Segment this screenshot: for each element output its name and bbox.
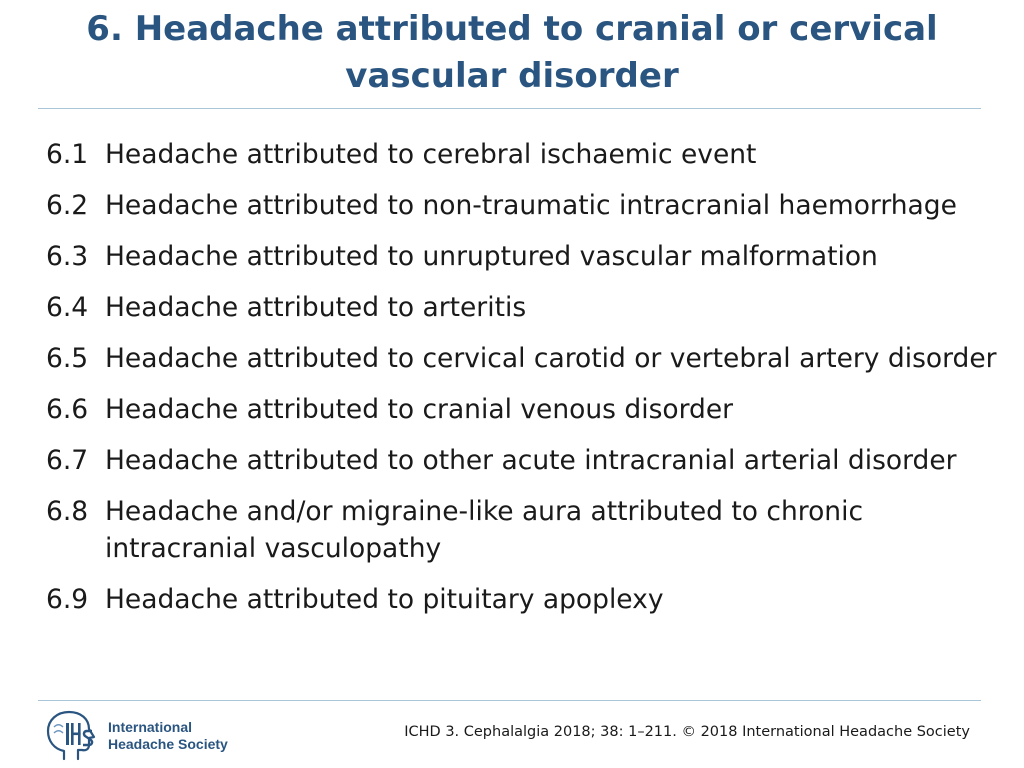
list-item — [46, 187, 1006, 224]
item-number: 6.1 — [46, 139, 89, 170]
ihs-logo — [42, 708, 232, 764]
item-number: 6.5 — [46, 343, 89, 374]
list-item — [46, 238, 1006, 275]
classification-list — [46, 136, 1006, 632]
list-item — [46, 493, 1006, 567]
logo-wordmark — [108, 719, 228, 753]
citation-text: ICHD 3. Cephalalgia 2018; 38: 1–211. © 2018 International Headache Society — [404, 724, 970, 740]
ihs-logo-icon — [42, 709, 104, 763]
item-text: Headache attributed to cerebral ischaemic event — [105, 139, 757, 170]
list-item — [46, 391, 1006, 428]
item-number: 6.4 — [46, 292, 89, 323]
item-text: Headache attributed to cervical carotid or vertebral artery disorder — [105, 343, 997, 374]
list-item — [46, 581, 1006, 618]
item-text: Headache attributed to pituitary apoplexy — [105, 584, 664, 615]
item-text: Headache attributed to cranial venous disorder — [105, 394, 734, 425]
item-number: 6.2 — [46, 190, 89, 221]
item-number: 6.9 — [46, 584, 89, 615]
logo-line-1: International — [108, 719, 193, 735]
title-divider — [38, 108, 981, 109]
item-text: Headache attributed to other acute intracranial arterial disorder — [105, 445, 957, 476]
item-text: Headache and/or migraine-like aura attributed to chronic intracranial vasculopathy — [105, 496, 864, 564]
footer-divider — [38, 700, 981, 701]
item-number: 6.6 — [46, 394, 89, 425]
list-item — [46, 136, 1006, 173]
item-number: 6.7 — [46, 445, 89, 476]
logo-line-2: Headache Society — [108, 736, 228, 752]
item-text: Headache attributed to unruptured vascular malformation — [105, 241, 878, 272]
list-item — [46, 340, 1006, 377]
item-text: Headache attributed to non-traumatic intracranial haemorrhage — [105, 190, 957, 221]
list-item — [46, 442, 1006, 479]
slide-title: 6. Headache attributed to cranial or cervical vascular disorder — [86, 9, 938, 96]
item-number: 6.3 — [46, 241, 89, 272]
item-text: Headache attributed to arteritis — [105, 292, 527, 323]
item-number: 6.8 — [46, 496, 89, 527]
list-item — [46, 289, 1006, 326]
